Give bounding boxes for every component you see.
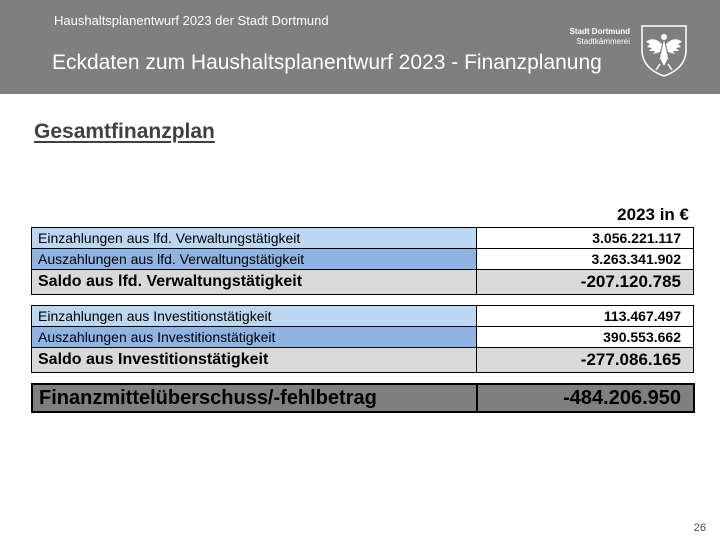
header-title: Eckdaten zum Haushaltsplanentwurf 2023 - Finanzplanung (52, 51, 602, 74)
row-value: -277.086.165 (477, 348, 694, 373)
table-row (32, 249, 694, 270)
row-label: Saldo aus Investitionstätigkeit (32, 348, 477, 373)
row-value: 3.263.341.902 (477, 249, 694, 270)
row-label: Einzahlungen aus lfd. Verwaltungstätigkeit (32, 228, 477, 249)
row-label: Auszahlungen aus Investitionstätigkeit (32, 327, 477, 348)
eagle-crest-icon (636, 22, 692, 78)
row-value: -207.120.785 (477, 270, 694, 295)
row-value: 390.553.662 (477, 327, 694, 348)
year-column-header: 2023 in € (617, 205, 689, 224)
row-value: 3.056.221.117 (477, 228, 694, 249)
row-label: Auszahlungen aus lfd. Verwaltungstätigkeit (32, 249, 477, 270)
operating-table (31, 227, 694, 295)
row-value: 113.467.497 (477, 306, 694, 327)
subtotal-row (32, 270, 694, 295)
org-name: Stadt Dortmund (569, 27, 630, 36)
slide-header (0, 0, 720, 94)
page-number: 26 (693, 522, 706, 534)
org-dept: Stadtkämmerei (576, 37, 630, 46)
table-row (32, 228, 694, 249)
table-row (32, 306, 694, 327)
subtotal-row (32, 348, 694, 373)
header-subtitle: Haushaltsplanentwurf 2023 der Stadt Dortmund (54, 13, 329, 28)
total-table (31, 383, 695, 413)
total-value: -484.206.950 (477, 384, 694, 412)
total-label: Finanzmittelüberschuss/-fehlbetrag (32, 384, 477, 412)
total-row (32, 384, 694, 412)
investment-table (31, 305, 694, 373)
table-row (32, 327, 694, 348)
row-label: Einzahlungen aus Investitionstätigkeit (32, 306, 477, 327)
org-block (570, 27, 630, 47)
row-label: Saldo aus lfd. Verwaltungstätigkeit (32, 270, 477, 295)
section-title: Gesamtfinanzplan (34, 120, 215, 143)
